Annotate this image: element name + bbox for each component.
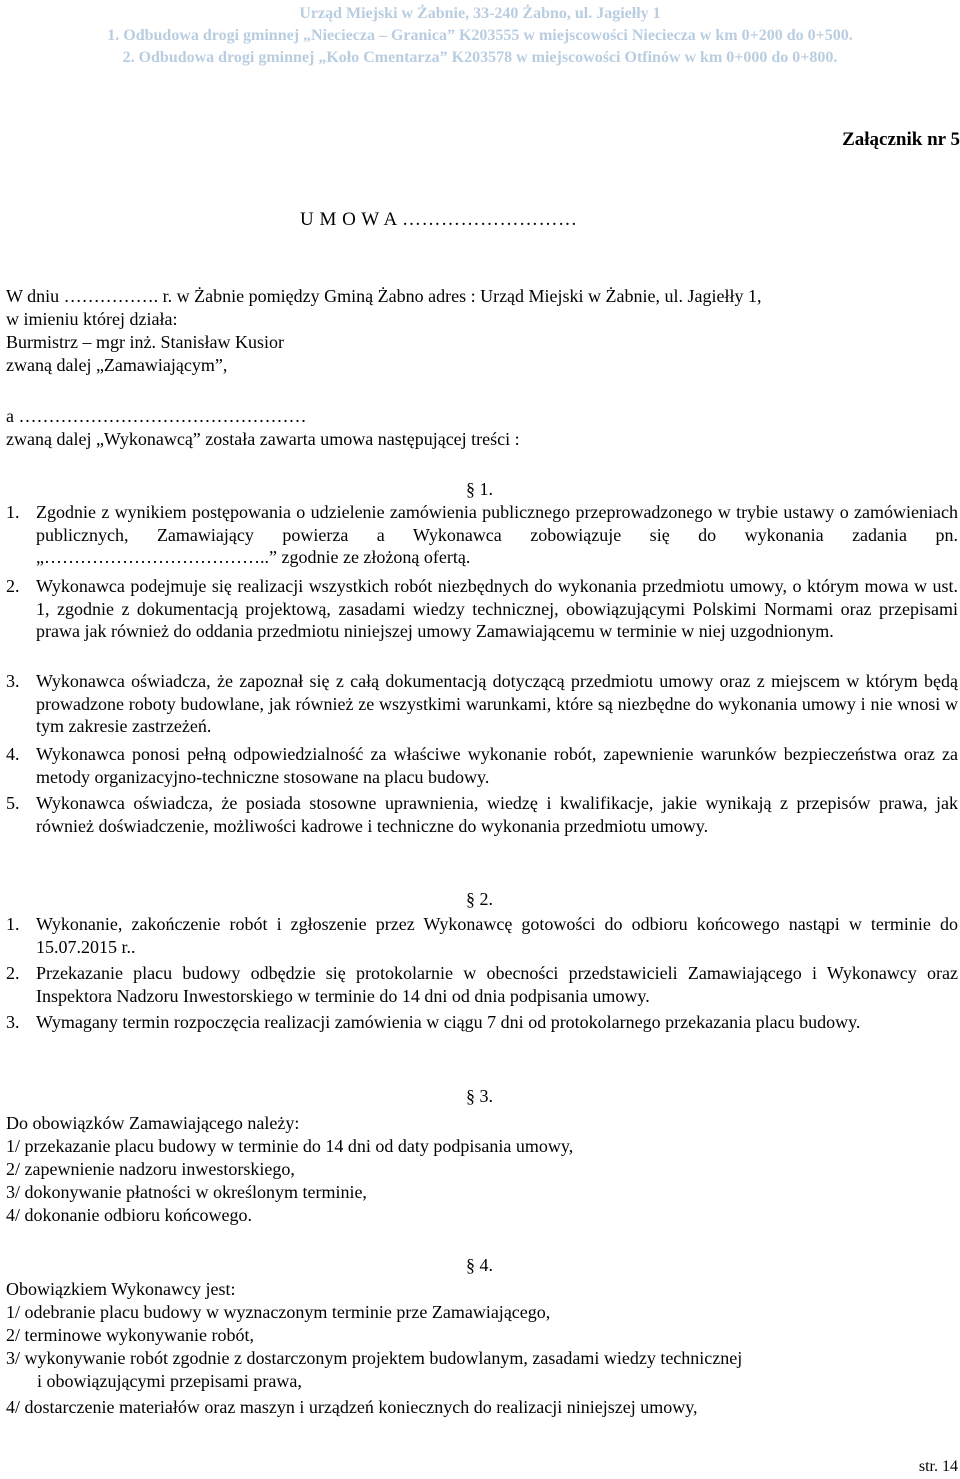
intro-line: zwaną dalej „Zamawiającym”, bbox=[6, 355, 228, 375]
item-number: 4. bbox=[6, 744, 20, 764]
item-text: Wymagany termin rozpoczęcia realizacji zamówienia w ciągu 7 dni od protokolarnego przekazania placu budowy. bbox=[36, 1012, 861, 1032]
header-task-1: 1. Odbudowa drogi gminnej „Niecieczа – Granica” K203555 w miejscowości Niecieczа w km 0+200 do 0+500. bbox=[107, 27, 853, 44]
list-item bbox=[6, 1011, 958, 1034]
item-number: 1. bbox=[6, 914, 20, 934]
list-item: 1/ odebranie placu budowy w wyznaczonym terminie prze Zamawiającego, bbox=[6, 1302, 551, 1322]
header-task-2: 2. Odbudowa drogi gminnej „Koło Cmentarza” K203578 w miejscowości Otfinów w km 0+000 do 0+800. bbox=[122, 49, 838, 66]
section-heading: § 4. bbox=[466, 1255, 493, 1275]
item-text: Wykonawca oświadcza, że zapoznał się z całą dokumentacją dotyczącą przedmiotu umowy oraz z miejscem w którym będą prowadzone roboty budowlane, jak również ze wszystkimi warunkami, które są niezbędne do wykonania umowy i nie wnosi w tym zakresie zastrzeżeń. bbox=[36, 671, 958, 736]
intro-line: Burmistrz – mgr inż. Stanisław Kusior bbox=[6, 332, 284, 352]
list-item-continuation: i obowiązującymi przepisami prawa, bbox=[37, 1371, 302, 1391]
list-item bbox=[6, 743, 958, 788]
item-text: Wykonanie, zakończenie robót i zgłoszenie przez Wykonawcę gotowości do odbioru końcowego nastąpi w terminie do 15.07.2015 r.. bbox=[36, 914, 958, 957]
section-lead: Do obowiązków Zamawiającego należy: bbox=[6, 1113, 300, 1133]
item-text: Zgodnie z wynikiem postępowania o udzielenie zamówienia publicznego przeprowadzonego w trybie ustawy o zamówieniach publicznych, Zamawiający powierza a Wykonawca zobowiązuje się do wykonania zadania pn. „………………………………..” zgodnie ze złożoną ofertą. bbox=[36, 502, 958, 567]
list-item: 2/ zapewnienie nadzoru inwestorskiego, bbox=[6, 1159, 295, 1179]
list-item: 2/ terminowe wykonywanie robót, bbox=[6, 1325, 254, 1345]
list-item: 4/ dostarczenie materiałów oraz maszyn i urządzeń koniecznych do realizacji niniejszej umowy, bbox=[6, 1397, 698, 1417]
list-item bbox=[6, 575, 958, 643]
list-item: 3/ wykonywanie robót zgodnie z dostarczonym projektem budowlanym, zasadami wiedzy technicznej bbox=[6, 1348, 743, 1368]
list-item: 3/ dokonywanie płatności w określonym terminie, bbox=[6, 1182, 367, 1202]
section-heading: § 3. bbox=[466, 1086, 493, 1106]
page-number: str. 14 bbox=[918, 1458, 958, 1475]
section-heading: § 2. bbox=[466, 889, 493, 909]
intro-line: a ………………………………………… bbox=[6, 406, 307, 426]
intro-line: w imieniu której działa: bbox=[6, 309, 178, 329]
item-text: Przekazanie placu budowy odbędzie się protokolarnie w obecności przedstawicieli Zamawiającego i Wykonawcy oraz Inspektora Nadzoru Inwestorskiego w terminie do 14 dni od dnia podpisania umowy. bbox=[36, 963, 958, 1006]
header-address: Urząd Miejski w Żabnie, 33-240 Żabno, ul. Jagiełły 1 bbox=[299, 5, 661, 22]
intro-line: zwaną dalej „Wykonawcą” została zawarta umowa następującej treści : bbox=[6, 429, 520, 449]
intro-line: W dniu ……………. r. w Żabnie pomiędzy Gminą Żabno adres : Urząd Miejski w Żabnie, ul. Jagiełły 1, bbox=[6, 286, 762, 306]
item-number: 2. bbox=[6, 963, 20, 983]
item-number: 5. bbox=[6, 793, 20, 813]
section-heading: § 1. bbox=[466, 479, 493, 499]
section-lead: Obowiązkiem Wykonawcy jest: bbox=[6, 1279, 236, 1299]
annex-label: Załącznik nr 5 bbox=[842, 129, 960, 150]
item-text: Wykonawca oświadcza, że posiada stosowne uprawnienia, wiedzę i kwalifikacje, jakie wynikają z przepisów prawa, jak również doświadczenie, możliwości kadrowe i techniczne do wykonania przedmiotu umowy. bbox=[36, 793, 958, 836]
list-item bbox=[6, 670, 958, 738]
item-number: 1. bbox=[6, 502, 20, 522]
item-text: Wykonawca ponosi pełną odpowiedzialność za właściwe wykonanie robót, zapewnienie warunków bezpieczeństwa oraz za metody organizacyjno-techniczne stosowane na placu budowy. bbox=[36, 744, 958, 787]
list-item bbox=[6, 962, 958, 1007]
document-title: U M O W A ……………………… bbox=[300, 209, 578, 230]
item-text: Wykonawca podejmuje się realizacji wszystkich robót niezbędnych do wykonania przedmiotu umowy, o którym mowa w ust. 1, zgodnie z dokumentacją projektową, zasadami wiedzy technicznej, obowiązującymi Polskimi Normami oraz przepisami prawa jak również do oddania przedmiotu niniejszej umowy Zamawiającemu w terminie w niej uzgodnionym. bbox=[36, 576, 958, 641]
list-item: 1/ przekazanie placu budowy w terminie do 14 dni od daty podpisania umowy, bbox=[6, 1136, 574, 1156]
item-number: 3. bbox=[6, 1012, 20, 1032]
list-item bbox=[6, 913, 958, 958]
item-number: 2. bbox=[6, 576, 20, 596]
list-item bbox=[6, 501, 958, 569]
list-item: 4/ dokonanie odbioru końcowego. bbox=[6, 1205, 252, 1225]
item-number: 3. bbox=[6, 671, 20, 691]
list-item bbox=[6, 792, 958, 837]
